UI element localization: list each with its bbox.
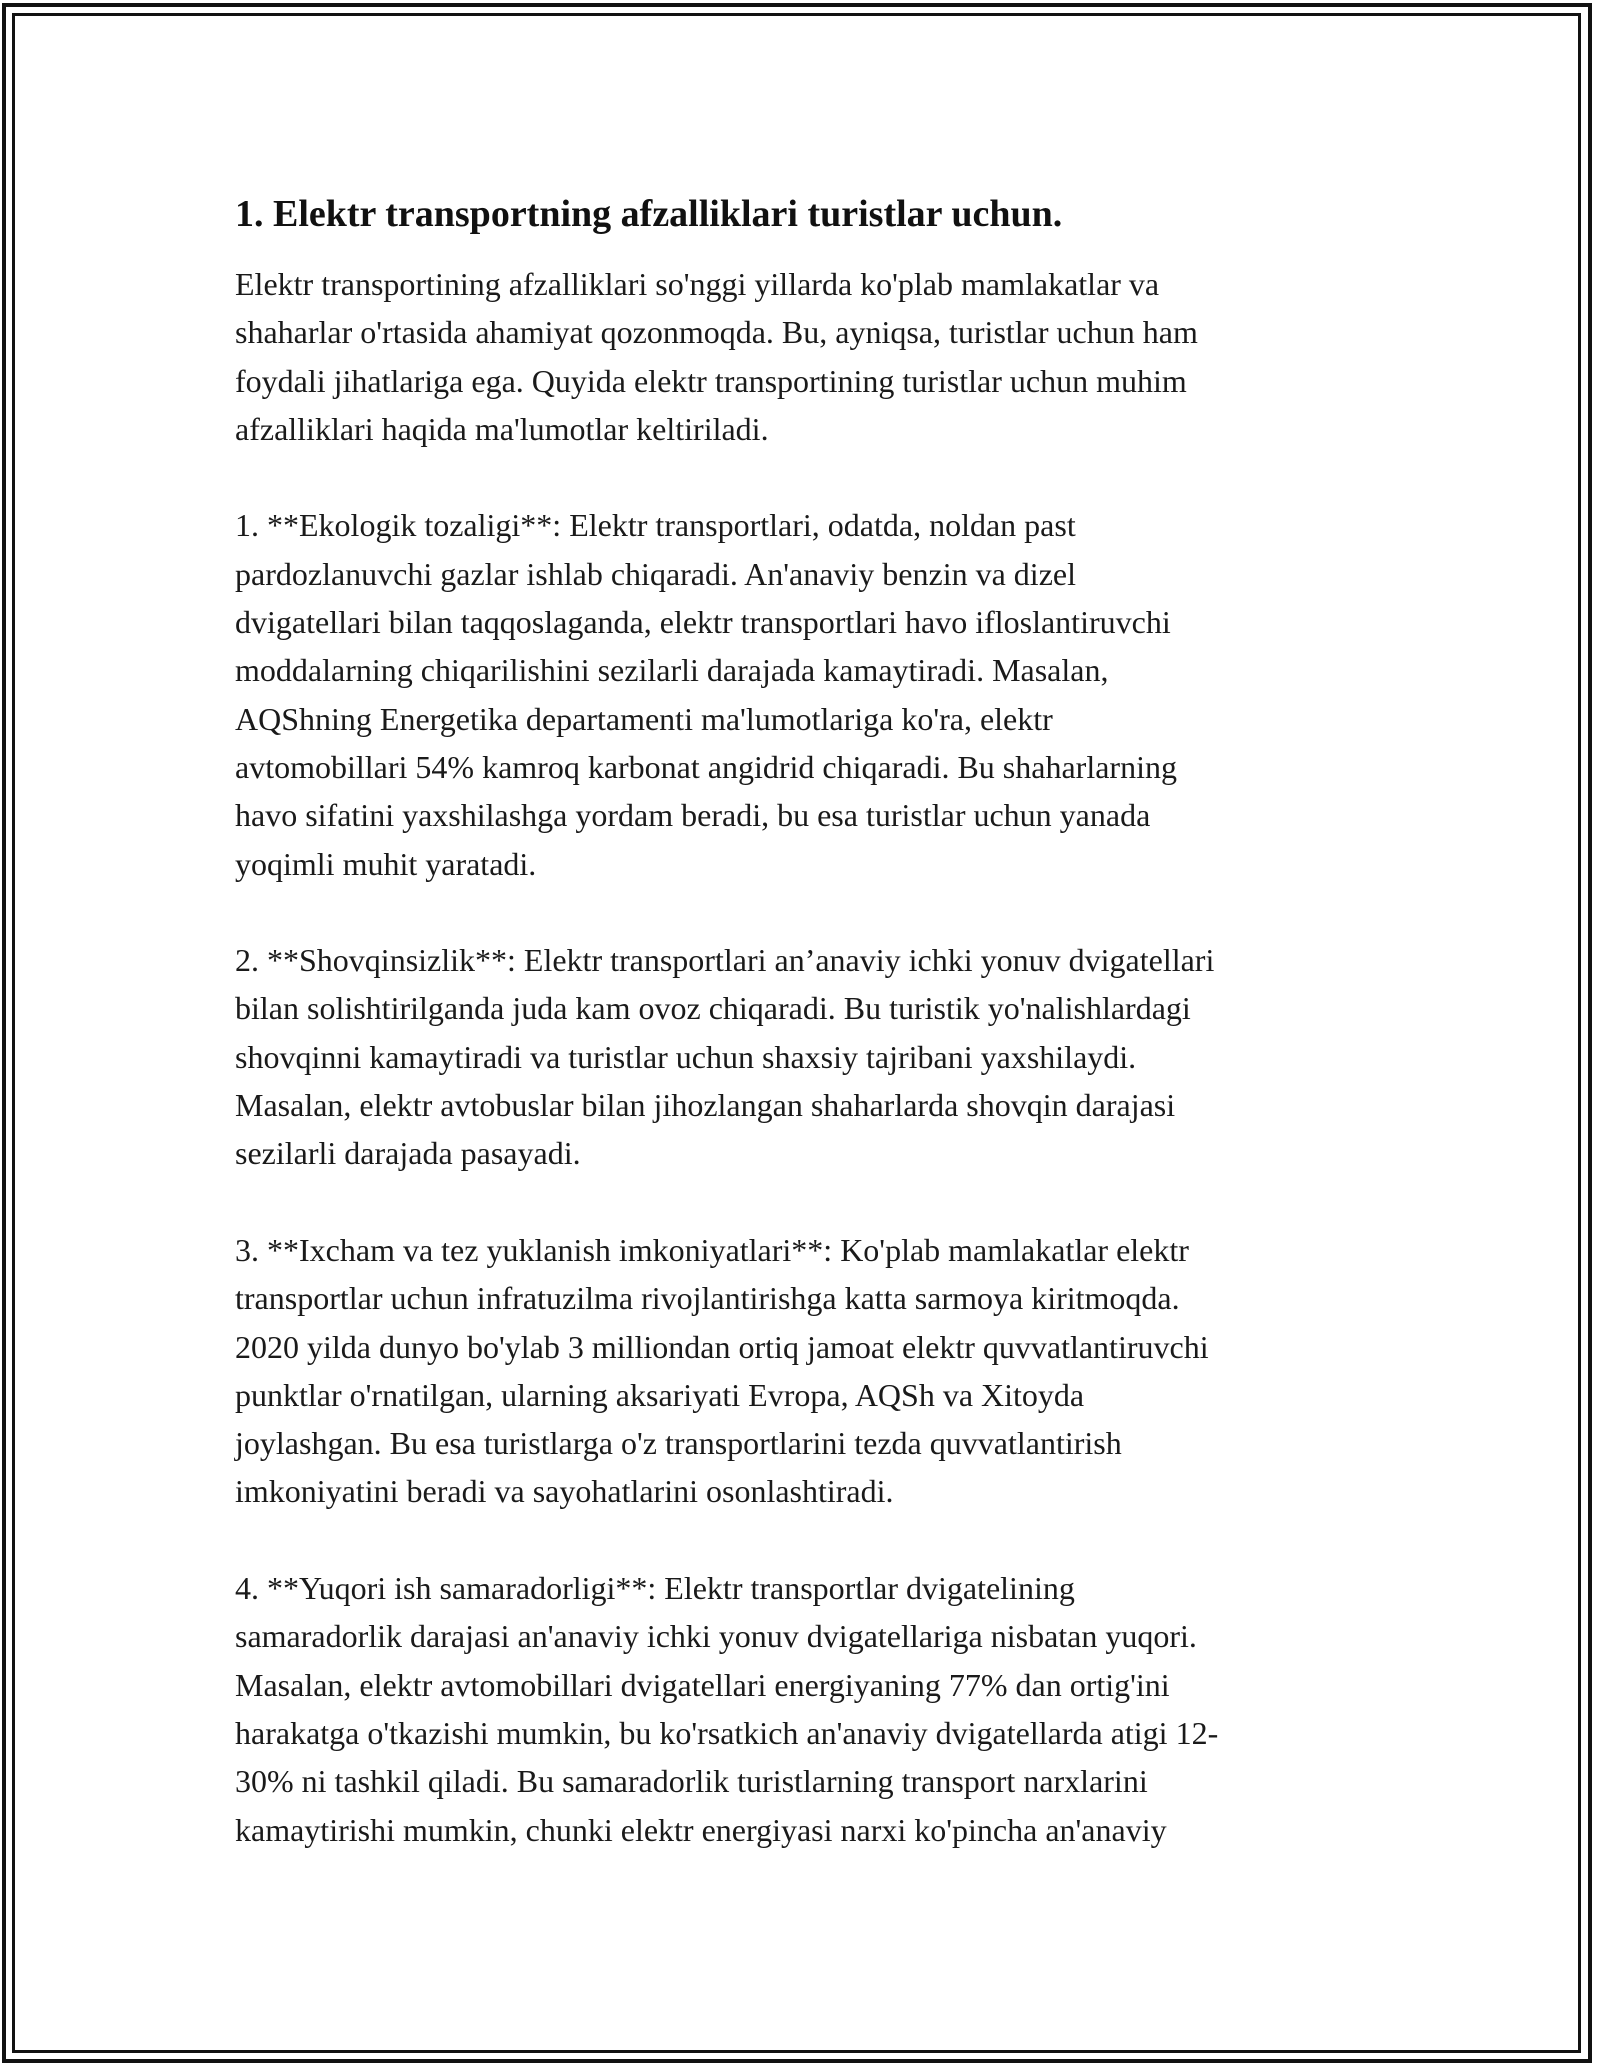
document-body	[235, 186, 1375, 1902]
intro-paragraph: Elektr transportining afzalliklari so'nggi yillarda ko'plab mamlakatlar va shaharlar o'rtasida ahamiyat qozonmoqda. Bu, ayniqsa, turistlar uchun ham foydali jihatlariga ega. Quyida elektr transportining turistlar uchun muhim afzalliklari haqida ma'lumotlar keltiriladi.	[235, 266, 1198, 447]
paragraph-ecology: 1. **Ekologik tozaligi**: Elektr transportlari, odatda, noldan past pardozlanuvchi gazlar ishlab chiqaradi. An'anaviy benzin va dizel dvigatellari bilan taqqoslaganda, elektr transportlari havo ifloslantiruvchi moddalarning chiqarilishini sezilarli darajada kamaytiradi. Masalan, AQShning Energetika departamenti ma'lumotlariga ko'ra, elektr avtomobillari 54% kamroq karbonat angidrid chiqaradi. Bu shaharlarning havo sifatini yaxshilashga yordam beradi, bu esa turistlar uchun yanada yoqimli muhit yaratadi.	[235, 507, 1177, 882]
paragraph-charging: 3. **Ixcham va tez yuklanish imkoniyatlari**: Ko'plab mamlakatlar elektr transportlar uchun infratuzilma rivojlantirishga katta sarmoya kiritmoqda. 2020 yilda dunyo bo'ylab 3 milliondan ortiq jamoat elektr quvvatlantiruvchi punktlar o'rnatilgan, ularning aksariyati Evropa, AQSh va Xitoyda joylashgan. Bu esa turistlarga o'z transportlarini tezda quvvatlantirish imkoniyatini beradi va sayohatlarini osonlashtiradi.	[235, 1231, 1209, 1510]
paragraph-efficiency: 4. **Yuqori ish samaradorligi**: Elektr transportlar dvigatelining samaradorlik darajasi an'anaviy ichki yonuv dvigatellariga nisbatan yuqori. Masalan, elektr avtomobillari dvigatellari energiyaning 77% dan ortig'ini harakatga o'tkazishi mumkin, bu ko'rsatkich an'anaviy dvigatellarda atigi 12- 30% ni tashkil qiladi. Bu samaradorlik turistlarning transport narxlarini kamaytirishi mumkin, chunki elektr energiyasi narxi ko'pincha an'anaviy	[235, 1570, 1219, 1848]
page-title: 1. Elektr transportning afzalliklari turistlar uchun.	[235, 193, 1063, 235]
paragraph-noise: 2. **Shovqinsizlik**: Elektr transportlari an’anaviy ichki yonuv dvigatellari bilan solishtirilganda juda kam ovoz chiqaradi. Bu turistik yo'nalishlardagi shovqinni kamaytiradi va turistlar uchun shaxsiy tajribani yaxshilaydi. Masalan, elektr avtobuslar bilan jihozlangan shaharlarda shovqin darajasi sezilarli darajada pasayadi.	[235, 942, 1215, 1172]
